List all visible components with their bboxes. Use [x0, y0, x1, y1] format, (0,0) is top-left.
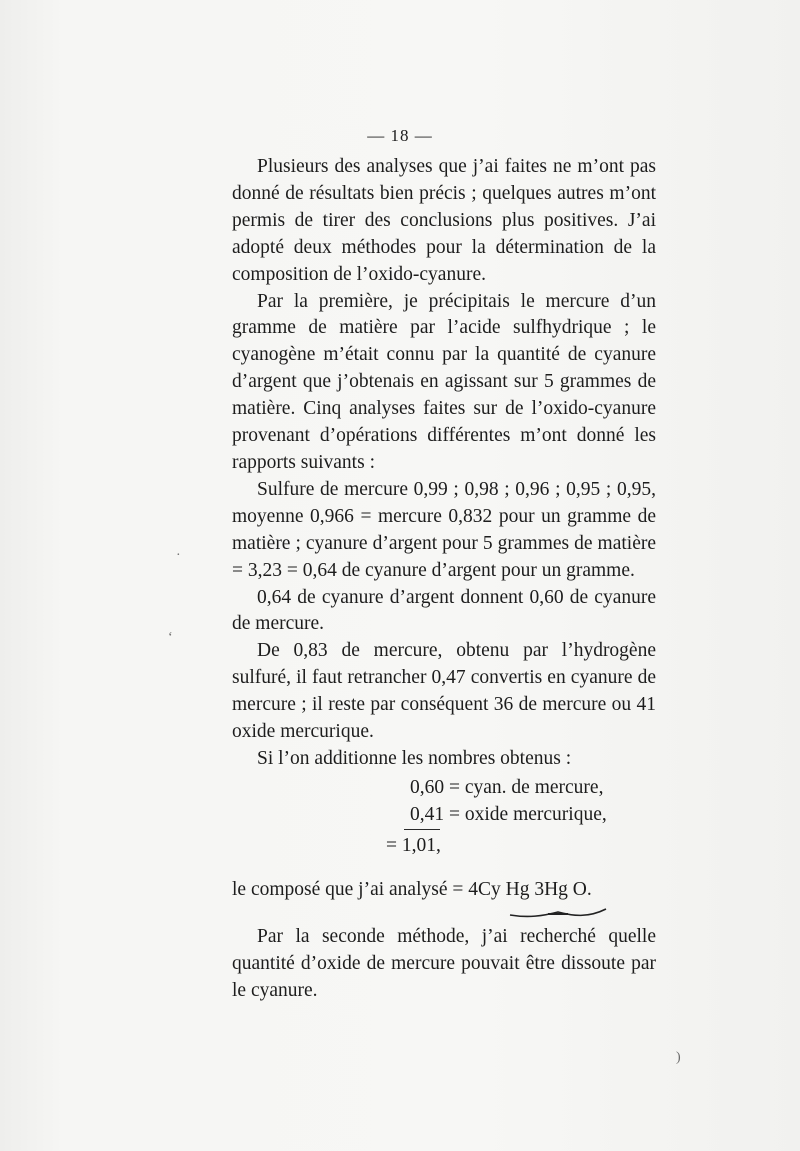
paragraph-second-method: Par la seconde méthode, j’ai recherché quelle quantité d’oxide de mercure pouvait être dissoute par le cyanure.: [232, 925, 656, 1001]
paragraph-first-method: Par la première, je précipitais le mercure d’un gramme de matière par l’acide sulfhydrique ; le cyanogène m’était connu par la quantité de cyanure d’argent que j’obtenais en agissant sur 5 grammes de matière. Cinq analyses faites sur de l’oxido-cyanure provenant d’opérations différentes m’ont donné les rapports suivants :: [232, 290, 656, 473]
formula-conclusion: le composé que j’ai analysé = 4Cy Hg 3Hg O.: [232, 878, 592, 900]
formula-sum: [232, 773, 656, 877]
margin-dot: ·: [176, 548, 181, 563]
body-text: [232, 154, 656, 1004]
section-flourish: [508, 906, 608, 920]
margin-mark-bottom: ): [676, 1050, 681, 1065]
formula-total: = 1,01,: [386, 834, 441, 856]
page-number: — 18 —: [367, 126, 433, 145]
paragraph-mercure-calc: De 0,83 de mercure, obtenu par l’hydrogène sulfuré, il faut retrancher 0,47 convertis en cyanure de mercure ; il reste par conséquent 36 de mercure ou 41 oxide mercurique.: [232, 640, 656, 743]
formula-line-oxide: 0,41 = oxide mercurique,: [410, 803, 607, 825]
paragraph-sulfure-results: Sulfure de mercure 0,99 ; 0,98 ; 0,96 ; 0,95 ; 0,95, moyenne 0,966 = mercure 0,832 pour un gramme de matière ; cyanure d’argent pour 5 grammes de matière = 3,23 = 0,64 de cyanure d’argent pour un gramme.: [232, 478, 656, 581]
paragraph-cyanure-argent: 0,64 de cyanure d’argent donnent 0,60 de cyanure de mercure.: [232, 586, 656, 635]
sum-rule: [404, 829, 440, 831]
paragraph-intro: Plusieurs des analyses que j’ai faites ne m’ont pas donné de résultats bien précis ; quelques autres m’ont permis de tirer des conclusions plus positives. J’ai adopté deux méthodes pour la détermination de la composition de l’oxido-cyanure.: [232, 156, 656, 285]
margin-mark: ‘: [168, 630, 173, 645]
formula-line-cyanure: 0,60 = cyan. de mercure,: [410, 776, 604, 798]
paragraph-addition-intro: Si l’on additionne les nombres obtenus :: [257, 747, 572, 769]
